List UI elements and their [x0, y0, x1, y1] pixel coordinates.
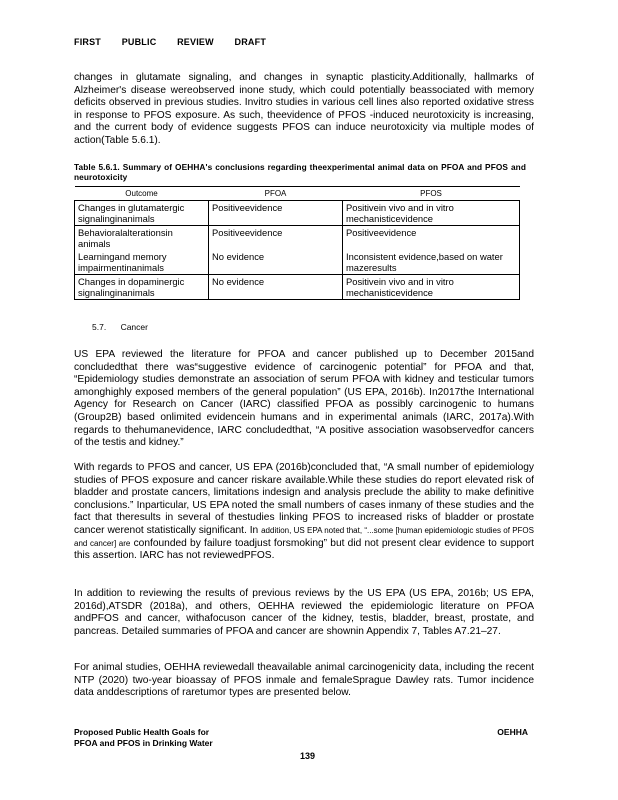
table-cell: No evidence — [209, 275, 343, 300]
section-number: 5.7. — [92, 322, 107, 332]
page-footer — [74, 727, 528, 749]
table-header-row — [75, 187, 520, 201]
table-cell: Learningand memory impairmentinanimals — [75, 250, 209, 275]
table-row — [75, 226, 520, 251]
page-number: 139 — [300, 751, 316, 761]
column-header: PFOS — [343, 187, 520, 201]
table-row — [75, 250, 520, 275]
paragraph-small-text: addition, US EPA noted that, “...some [human epidemiologic studies of PFOS and cancer] are — [74, 525, 534, 548]
review-paragraph: In addition to reviewing the results of previous reviews by the US EPA (US EPA, 2016b; US EPA, 2016d),ATSDR (2018a), and others, OEHHA reviewed the epidemiologic literature on PFOA andPFOS and cancer, withafocuson cancer of the kidney, testis, bladder, breast, prostate, and pancreas. Detailed summaries of PFOA and cancer are shownin Appendix 7, Tables A7.21–27. — [74, 588, 534, 637]
draft-header — [74, 37, 284, 47]
animal-studies-paragraph: For animal studies, OEHHA reviewedall theavailable animal carcinogenicity data, including the recent NTP (2020) two-year bioassay of PFOS inmale and femaleSprague Dawley rats. Tumor incidence data anddescriptions of raretumor types are presented below. — [74, 662, 534, 699]
table-cell: Positiveevidence — [209, 226, 343, 251]
section-heading — [92, 322, 148, 332]
table-cell: Positiveevidence — [343, 226, 520, 251]
column-header: Outcome — [75, 187, 209, 201]
table-cell: Positivein vivo and in vitro mechanisticevidence — [343, 275, 520, 300]
intro-paragraph: changes in glutamate signaling, and changes in synaptic plasticity.Additionally, hallmarks of Alzheimer's disease wereobserved inone study, which could potentially beassociated with memory deficits observed in previous studies. Invitro studies in various cell lines also reported oxidative stress in response to PFOS exposure. As such, theevidence of PFOS -induced neurotoxicity is increasing, and the current body of evidence suggests PFOS can induce neurotoxicity via multiple modes of action(Table 5.6.1). — [74, 72, 534, 146]
table-cell: Inconsistent evidence,based on water mazeresults — [343, 250, 520, 275]
table-cell: Behavioralalterationsin animals — [75, 226, 209, 251]
table-row — [75, 201, 520, 226]
table-cell: Changes in dopaminergic signalinginanimals — [75, 275, 209, 300]
cancer-paragraph-pfoa: US EPA reviewed the literature for PFOA and cancer published up to December 2015and concludedthat there was“suggestive evidence of carcinogenic potential” for PFOA and that, “Epidemiology studies demonstrate an association of serum PFOA with kidney and testicular tumors amonghighly exposed members of the general population” (US EPA, 2016b). In2017the International Agency for Research on Cancer (IARC) classified PFOA as possibly carcinogenic to humans (Group2B) based onlimited evidencein humans and in experimental animals (IARC, 2017a).With regards to thehumanevidence, IARC concludedthat, “A positive association wasobservedfor cancers of the testis and kidney.” — [74, 349, 534, 449]
column-header: PFOA — [209, 187, 343, 201]
paragraph-text: confounded by failure toadjust forsmoking” but did not present clear evidence to support this assertion. IARC has not reviewedPFOS. — [74, 537, 534, 562]
section-title: Cancer — [120, 322, 148, 332]
header-word: REVIEW — [177, 37, 214, 47]
table-caption: Table 5.6.1. Summary of OEHHA's conclusions regarding theexperimental animal data on PFOA and PFOS and neurotoxicity — [74, 162, 526, 182]
table-cell: Changes in glutamatergic signalinginanimals — [75, 201, 209, 226]
header-word: FIRST — [74, 37, 101, 47]
neurotoxicity-table — [74, 186, 520, 300]
table-cell: No evidence — [209, 250, 343, 275]
table-row — [75, 275, 520, 300]
paragraph-text: With regards to PFOS and cancer, US EPA (2016b)concluded that, “A small number of epidemiology studies of PFOS exposure and cancer riskare available.While these studies do report elevated risk of bladder and prostate cancers, limitations indesign and analysis preclude the ability to make definitive conclusions.” Inparticular, US EPA noted the small numbers of cases inmany of these studies and the fact that theresults in several of thestudies linking PFOS to increased risks of bladder or prostate cancer werenot statistically significant. In — [74, 462, 534, 536]
table-cell: Positivein vivo and in vitro mechanisticevidence — [343, 201, 520, 226]
header-word: DRAFT — [234, 37, 267, 47]
table-cell: Positiveevidence — [209, 201, 343, 226]
header-word: PUBLIC — [121, 37, 157, 47]
cancer-paragraph-pfos — [74, 462, 534, 563]
footer-doc-title-line2: PFOA and PFOS in Drinking Water — [74, 738, 213, 748]
footer-doc-title-line1: Proposed Public Health Goals for — [74, 727, 210, 737]
footer-agency: OEHHA — [497, 727, 528, 737]
